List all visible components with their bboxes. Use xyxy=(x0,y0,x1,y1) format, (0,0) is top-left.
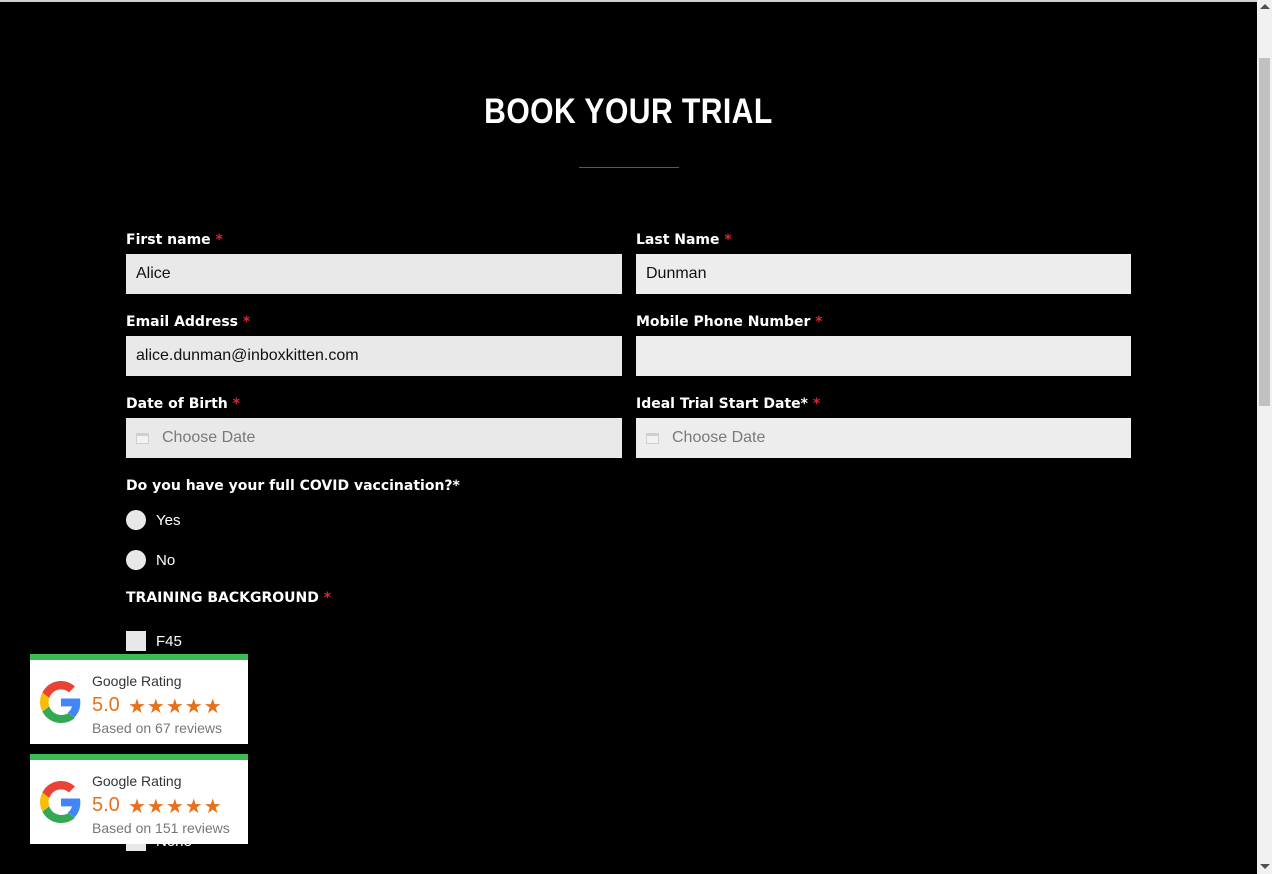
badge-title: Google Rating xyxy=(92,773,182,789)
badge-review-count: Based on 67 reviews xyxy=(92,720,222,736)
first-name-input[interactable] xyxy=(126,254,622,294)
covid-option-yes[interactable] xyxy=(126,510,180,530)
dob-input[interactable] xyxy=(126,418,622,458)
radio-button[interactable] xyxy=(126,510,146,530)
required-mark: * xyxy=(812,396,821,412)
required-mark: * xyxy=(232,396,240,412)
training-label-text: TRAINING BACKGROUND xyxy=(126,590,319,606)
scrollbar-thumb[interactable] xyxy=(1259,58,1270,406)
dob-label xyxy=(126,396,240,412)
google-logo-icon xyxy=(40,681,82,723)
badge-score: 5.0 xyxy=(92,694,120,716)
training-label xyxy=(126,590,331,606)
covid-option-no[interactable] xyxy=(126,550,175,570)
star-rating-icon: ★★★★★ xyxy=(128,696,223,718)
checkbox[interactable] xyxy=(126,631,146,651)
last-name-label xyxy=(636,232,732,248)
google-rating-badge[interactable] xyxy=(30,654,248,744)
covid-question: Do you have your full COVID vaccination?* xyxy=(126,478,460,494)
first-name-value: Alice xyxy=(136,265,171,282)
training-option-label: F45 xyxy=(156,632,182,650)
required-mark: * xyxy=(815,314,823,330)
radio-button[interactable] xyxy=(126,550,146,570)
top-border xyxy=(0,0,1257,2)
covid-option-label: Yes xyxy=(156,511,181,529)
mobile-label-text: Mobile Phone Number xyxy=(636,314,811,330)
trial-start-label xyxy=(636,396,820,412)
first-name-label-text: First name xyxy=(126,232,211,248)
title-divider xyxy=(579,167,679,168)
calendar-icon xyxy=(136,431,150,445)
mobile-label xyxy=(636,314,823,330)
star-rating-icon: ★★★★★ xyxy=(128,796,223,818)
training-option-f45[interactable] xyxy=(126,631,182,651)
trial-start-label-text: Ideal Trial Start Date* xyxy=(636,396,808,412)
required-mark: * xyxy=(724,232,732,248)
badge-title: Google Rating xyxy=(92,673,182,689)
email-value: alice.dunman@inboxkitten.com xyxy=(136,347,359,364)
mobile-input[interactable] xyxy=(636,336,1131,376)
required-mark: * xyxy=(323,590,332,606)
google-rating-badge[interactable] xyxy=(30,754,248,844)
email-input[interactable] xyxy=(126,336,622,376)
last-name-value: Dunman xyxy=(646,265,707,282)
required-mark: * xyxy=(242,314,251,330)
required-mark: * xyxy=(215,232,223,248)
calendar-icon xyxy=(646,431,660,445)
scroll-up-arrow-icon[interactable] xyxy=(1260,4,1270,9)
dob-label-text: Date of Birth xyxy=(126,396,228,412)
badge-score: 5.0 xyxy=(92,794,120,816)
trial-start-input[interactable] xyxy=(636,418,1131,458)
last-name-label-text: Last Name xyxy=(636,232,720,248)
trial-start-placeholder: Choose Date xyxy=(672,429,766,446)
google-logo-icon xyxy=(40,781,82,823)
email-label-text: Email Address xyxy=(126,314,239,330)
scroll-down-arrow-icon[interactable] xyxy=(1260,864,1270,869)
covid-option-label: No xyxy=(156,551,176,569)
page-title: BOOK YOUR TRIAL xyxy=(484,92,773,131)
first-name-label xyxy=(126,232,223,248)
last-name-input[interactable] xyxy=(636,254,1131,294)
badge-review-count: Based on 151 reviews xyxy=(92,820,230,836)
email-label xyxy=(126,314,250,330)
dob-placeholder: Choose Date xyxy=(162,429,256,446)
